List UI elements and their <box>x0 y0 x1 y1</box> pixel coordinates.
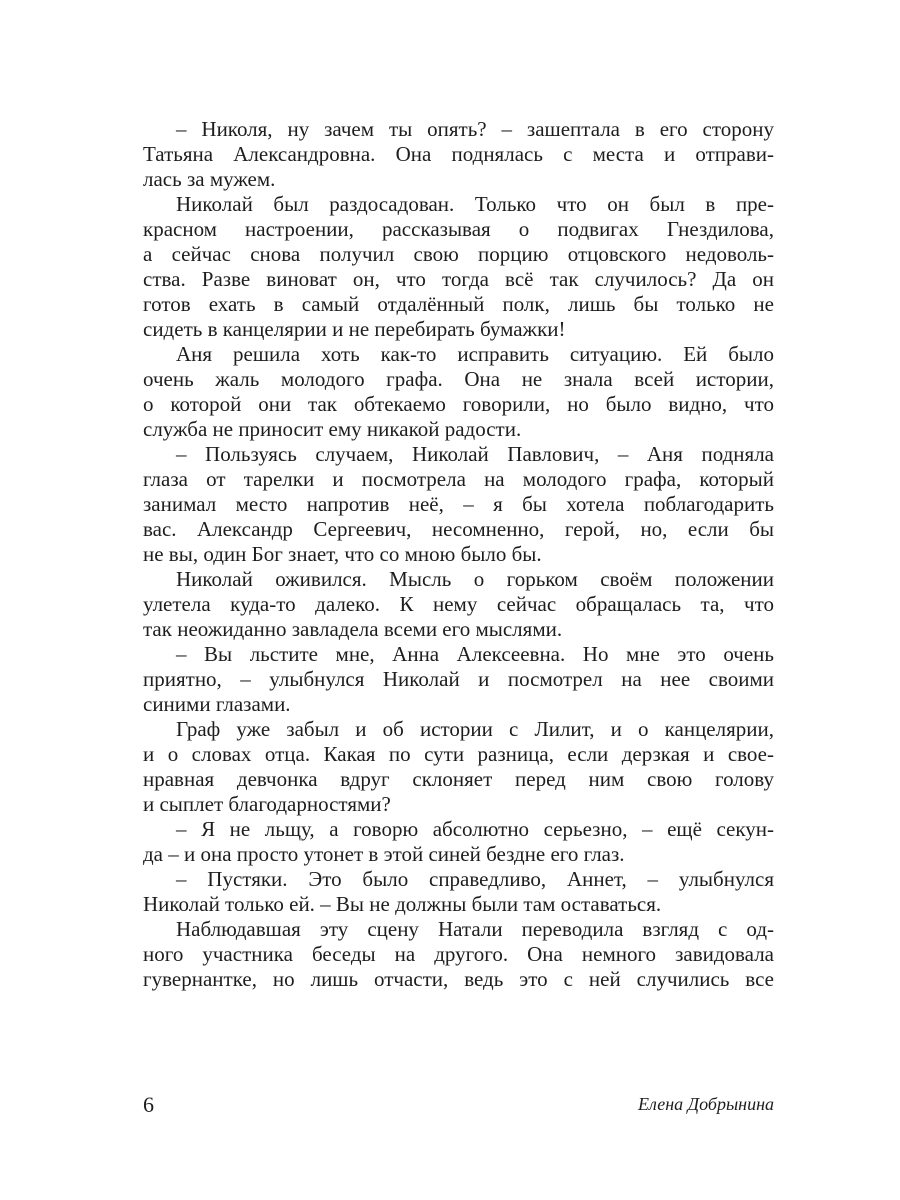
text-line: а сейчас снова получил свою порцию отцовского недоволь- <box>143 242 774 266</box>
text-line: занимал место напротив неё, – я бы хотела поблагодарить <box>143 492 774 516</box>
text-line: Татьяна Александровна. Она поднялась с места и отправи- <box>143 142 774 166</box>
running-footer-author: Елена Добрынина <box>637 1094 774 1114</box>
text-line: – Николя, ну зачем ты опять? – зашептала в его сторону <box>176 117 774 141</box>
text-line: Николай был раздосадован. Только что он был в пре- <box>176 192 774 216</box>
text-line: не вы, один Бог знает, что со мною было бы. <box>143 542 542 566</box>
text-line: Николай только ей. – Вы не должны были там оставаться. <box>143 892 662 916</box>
text-line: Николай оживился. Мысль о горьком своём положении <box>176 567 774 591</box>
text-line: вас. Александр Сергеевич, несомненно, герой, но, если бы <box>143 517 774 541</box>
text-line: красном настроении, рассказывая о подвигах Гнездилова, <box>143 217 774 241</box>
text-line: очень жаль молодого графа. Она не знала всей истории, <box>143 367 774 391</box>
text-line: гувернантке, но лишь отчасти, ведь это с ней случились все <box>143 967 774 991</box>
text-line: нравная девчонка вдруг склоняет перед ним свою голову <box>143 767 774 791</box>
text-line: синими глазами. <box>143 692 291 716</box>
body-text <box>143 117 774 992</box>
text-line: готов ехать в самый отдалённый полк, лишь бы только не <box>143 292 774 316</box>
text-line: да – и она просто утонет в этой синей бездне его глаз. <box>143 842 625 866</box>
text-line: сидеть в канцелярии и не перебирать бумажки! <box>143 317 566 341</box>
text-line: ного участника беседы на другого. Она немного завидовала <box>143 942 774 966</box>
text-line: так неожиданно завладела всеми его мыслями. <box>143 617 563 641</box>
page-number: 6 <box>143 1092 154 1117</box>
text-line: Наблюдавшая эту сцену Натали переводила взгляд с од- <box>176 917 774 941</box>
text-line: и о словах отца. Какая по сути разница, если дерзкая и свое- <box>143 742 774 766</box>
text-line: о которой они так обтекаемо говорили, но было видно, что <box>143 392 774 416</box>
text-line: – Пользуясь случаем, Николай Павлович, – Аня подняла <box>176 442 774 466</box>
text-line: приятно, – улыбнулся Николай и посмотрел на нее своими <box>143 667 774 691</box>
text-line: лась за мужем. <box>143 167 276 191</box>
text-line: – Я не льщу, а говорю абсолютно серьезно, – ещё секун- <box>176 817 774 841</box>
text-line: глаза от тарелки и посмотрела на молодого графа, который <box>143 467 774 491</box>
text-line: служба не приносит ему никакой радости. <box>143 417 522 441</box>
text-line: и сыплет благодарностями? <box>143 792 391 816</box>
text-line: улетела куда-то далеко. К нему сейчас обращалась та, что <box>143 592 774 616</box>
text-line: Граф уже забыл и об истории с Лилит, и о канцелярии, <box>176 717 774 741</box>
text-line: ства. Разве виноват он, что тогда всё так случилось? Да он <box>143 267 774 291</box>
text-line: – Вы льстите мне, Анна Алексеевна. Но мне это очень <box>176 642 774 666</box>
text-line: – Пустяки. Это было справедливо, Аннет, – улыбнулся <box>176 867 774 891</box>
text-line: Аня решила хоть как-то исправить ситуацию. Ей было <box>176 342 774 366</box>
